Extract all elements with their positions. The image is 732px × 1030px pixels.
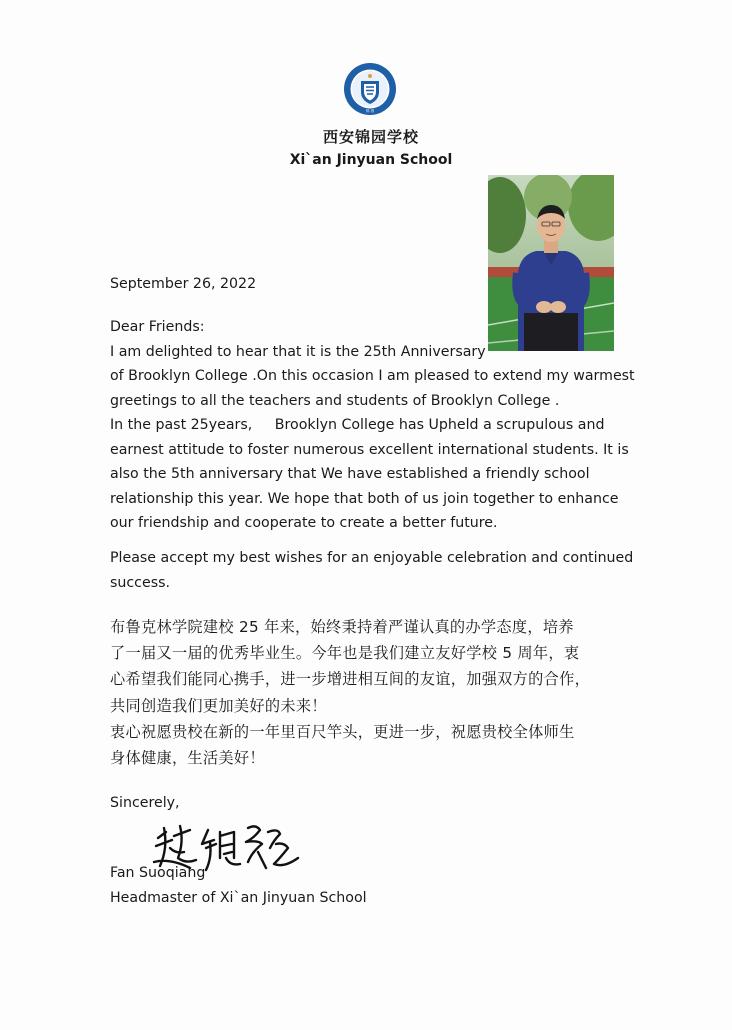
chinese-line: 了一届又一届的优秀毕业生。今年也是我们建立友好学校 5 周年，衷 — [110, 644, 580, 663]
body-line: earnest attitude to foster numerous excellent international students. It is — [110, 441, 629, 458]
school-name-english: Xi`an Jinyuan School — [289, 152, 453, 168]
school-logo — [343, 62, 397, 116]
chinese-line: 共同创造我们更加美好的未来！ — [110, 696, 327, 715]
body-line: relationship this year. We hope that both of us join together to enhance — [110, 490, 619, 507]
school-name-chinese: 西安锦园学校 — [322, 128, 419, 146]
wishes-line: success. — [110, 574, 171, 591]
chinese-paragraph — [110, 614, 590, 771]
closing: Sincerely, — [110, 795, 180, 811]
chinese-line: 心希望我们能同心携手，进一步增进相互间的友谊，加强双方的合作， — [110, 670, 591, 689]
chinese-line: 身体健康，生活美好！ — [110, 749, 265, 768]
signer-block — [110, 861, 367, 910]
salutation: Dear Friends: — [110, 319, 205, 335]
wishes-line: Please accept my best wishes for an enjoyable celebration and continued — [110, 550, 634, 566]
svg-text:锦 园: 锦 园 — [365, 109, 375, 113]
body-line: In the past 25years, Brooklyn College has Upheld a scrupulous and — [110, 417, 605, 433]
body-line: our friendship and cooperate to create a better future. — [110, 515, 498, 531]
letter-date: September 26, 2022 — [110, 276, 257, 292]
body-line: of Brooklyn College .On this occasion I am pleased to extend my warmest — [110, 368, 635, 384]
chinese-line: 布鲁克林学院建校 25 年来，始终秉持着严谨认真的办学态度，培养 — [110, 618, 574, 636]
signer-name: Fan Suoqiang — [110, 865, 206, 881]
body-line: greetings to all the teachers and students of Brooklyn College . — [110, 392, 560, 409]
body-line: I am delighted to hear that it is the 25th Anniversary — [110, 343, 486, 360]
letter-body — [110, 315, 635, 536]
chinese-line: 衷心祝愿贵校在新的一年里百尺竿头，更进一步，祝愿贵校全体师生 — [110, 722, 575, 741]
body-line: also the 5th anniversary that We have established a friendly school — [110, 466, 590, 482]
signer-title: Headmaster of Xi`an Jinyuan School — [110, 889, 367, 906]
wishes-paragraph — [110, 546, 633, 595]
